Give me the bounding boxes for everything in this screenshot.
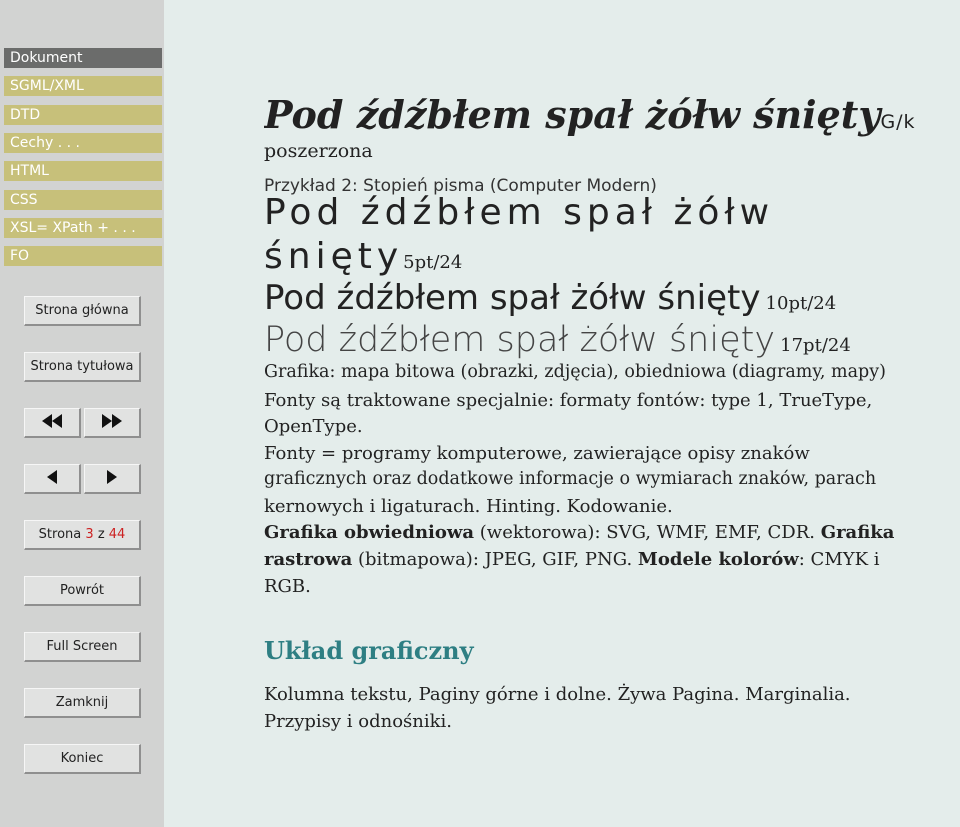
slide-content (264, 0, 960, 827)
title-suffix: G/k (880, 111, 916, 133)
sample-5pt-line2 (264, 236, 462, 277)
sample-10pt (264, 278, 836, 318)
rastrowa-text: (bitmapowa): JPEG, GIF, PNG. (352, 549, 638, 570)
navigation-sidebar (0, 0, 164, 827)
next-page-button[interactable] (84, 464, 141, 494)
size-label-10pt: 10pt/24 (765, 293, 837, 314)
uklad-text-line2: Przypisy i odnośniki. (264, 711, 453, 732)
size-label-17pt: 17pt/24 (780, 335, 851, 356)
example-caption: Przykład 2: Stopień pisma (Computer Modern) (264, 176, 657, 196)
size-label-5pt: 5pt/24 (403, 252, 463, 273)
grafika-types-line3: RGB. (264, 576, 311, 597)
section-title-uklad: Układ graficzny (264, 636, 474, 665)
sample-5pt-word: śnięty (264, 236, 404, 277)
tab-cechy[interactable]: Cechy . . . (4, 133, 162, 153)
modele-kolorow-text: : CMYK i (798, 549, 880, 570)
title-main: Pod źdźbłem spał żółw śnięty (264, 92, 881, 137)
home-page-button[interactable]: Strona główna (24, 296, 141, 326)
grafika-text: Grafika: mapa bitowa (obrazki, zdjęcia), obiedniowa (diagramy, mapy) (264, 362, 886, 382)
uklad-text-line1: Kolumna tekstu, Paginy górne i dolne. Żywa Pagina. Marginalia. (264, 684, 851, 705)
grafika-obwiedniowa-text: (wektorowa): SVG, WMF, EMF, CDR. (474, 522, 821, 543)
last-page-button[interactable] (84, 408, 141, 438)
tab-dokument[interactable]: Dokument (4, 48, 162, 68)
tab-sgml-xml[interactable]: SGML/XML (4, 76, 162, 96)
tab-dtd[interactable]: DTD (4, 105, 162, 125)
tab-html[interactable]: HTML (4, 161, 162, 181)
fast-backward-icon (42, 413, 62, 432)
tab-xsl-xpath[interactable]: XSL= XPath + . . . (4, 218, 162, 238)
tab-css[interactable]: CSS (4, 190, 162, 210)
first-page-button[interactable] (24, 408, 81, 438)
previous-page-button[interactable] (24, 464, 81, 494)
sample-17pt (264, 320, 851, 360)
total-page-count: 44 (108, 527, 126, 542)
arrow-left-icon (47, 469, 57, 488)
back-button[interactable]: Powrót (24, 576, 141, 606)
sample-5pt-line1: Pod źdźbłem spał żółw (264, 192, 775, 233)
modele-kolorow-label: Modele kolorów (637, 549, 799, 570)
fonty-def-line3: kernowych i ligaturach. Hinting. Kodowanie. (264, 496, 673, 517)
fonty-def-line1: Fonty = programy komputerowe, zawierające opisy znaków (264, 443, 810, 464)
grafika-types-line2 (264, 549, 880, 570)
fast-forward-icon (102, 413, 122, 432)
slide-title (264, 92, 916, 137)
fonty-def-line2: graficznych oraz dodatkowe informacje o wymiarach znaków, parach (264, 469, 877, 489)
fonty-formats-line2: OpenType. (264, 416, 363, 437)
title-page-button[interactable]: Strona tytułowa (24, 352, 141, 382)
page-counter (24, 520, 141, 550)
subtitle-poszerzona: poszerzona (264, 140, 373, 162)
grafika-label: Grafika (820, 522, 895, 543)
quit-button[interactable]: Koniec (24, 744, 141, 774)
full-screen-button[interactable]: Full Screen (24, 632, 141, 662)
sample-10pt-text: Pod źdźbłem spał żółw śnięty (264, 278, 761, 318)
grafika-types-line1 (264, 522, 894, 543)
arrow-right-icon (107, 469, 117, 488)
page-prefix: Strona (38, 527, 82, 542)
page-separator: z (97, 527, 105, 542)
close-button[interactable]: Zamknij (24, 688, 141, 718)
fonty-formats-line1: Fonty są traktowane specjalnie: formaty fontów: type 1, TrueType, (264, 390, 873, 411)
rastrowa-label: rastrowa (264, 549, 353, 570)
current-page-number: 3 (85, 527, 94, 542)
grafika-obwiedniowa-label: Grafika obwiedniowa (264, 522, 475, 543)
tab-fo[interactable]: FO (4, 246, 162, 266)
sample-17pt-text: Pod źdźbłem spał żółw śnięty (264, 320, 776, 360)
